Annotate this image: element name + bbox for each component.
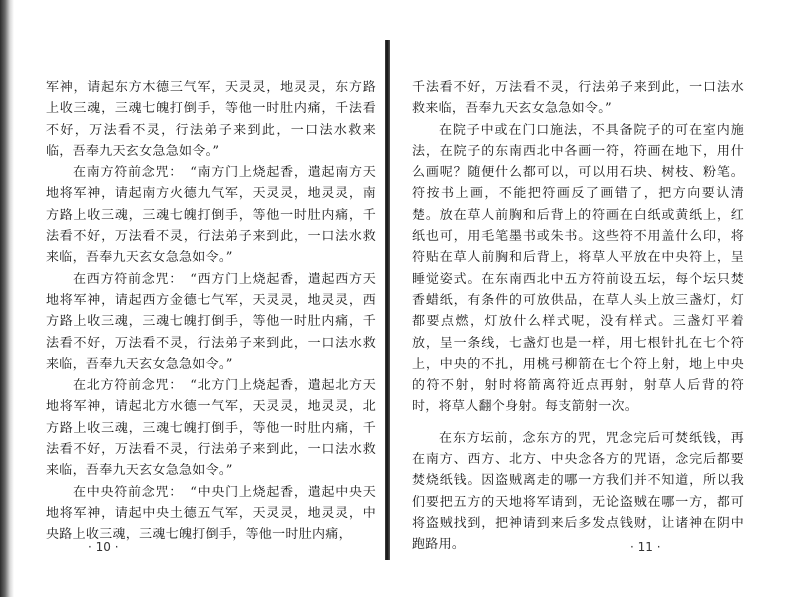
paragraph: 在北方符前念咒： “北方门上烧起香，遣起北方天地将军神，请起北方水德一气军，天灵灵，地灵灵，北方路上收三魂，三魂七魄打倒手，等他一时肚内痛，千法看不好，万法看不灵，行法弟子来到此，一口法水救来临，吾奉九天玄女急急如令。” — [46, 378, 376, 479]
right-page-text — [412, 77, 744, 556]
paragraph-gap — [412, 418, 744, 428]
page-number: · 10 · — [88, 540, 119, 554]
paragraph: 在院子中或在门口施法，不具备院子的可在室内施法，在院子的东南西北中各画一符，符画在地下，用什么画呢？随便什么都可以，可以用石块、树枝、粉笔。符按书上画，不能把符画反了画错了，把方向要认清楚。放在草人前胸和后背上的符画在白纸或黄纸上，红纸也可，用毛笔墨书或朱书。这些符不用盖什么印，将符贴在草人前胸和后背上，将草人平放在中央符上，呈睡觉姿式。在东南西北中五方符前设五坛，每个坛只焚香蜡纸，有条件的可放供品，在草人头上放三盏灯，灯都要点燃，灯放什么样式呢，没有样式。三盏灯平着放，呈一条线，七盏灯也是一样，用七根针扎在七个符上，中央的不扎，用桃弓柳箭在七个符上射，地上中央的符不射，射时将箭离符近点再射，射草人后背的符时，将草人翻个身射。每支箭射一次。 — [412, 122, 744, 415]
paragraph: 在南方符前念咒： “南方门上烧起香，遣起南方天地将军神，请起南方火德九气军，天灵灵，地灵灵，南方路上收三魂，三魂七魄打倒手，等他一时肚内痛，千法看不好，万法看不灵，行法弟子来到此，一口法水救来临，吾奉九天玄女急急如令。” — [46, 165, 376, 266]
paragraph: 在中央符前念咒： “中央门上烧起香，遣起中央天地将军神，请起中央土德五气军，天灵灵，地灵灵，中央路上收三魂，三魂七魄打倒手，等他一时肚内痛， — [46, 484, 376, 543]
left-page-text — [46, 77, 376, 546]
paragraph: 在东方坛前，念东方的咒，咒念完后可焚纸钱，再在南方、西方、北方、中央念各方的咒语，念完后都要焚烧纸钱。因盗贼离走的哪一方我们并不知道，所以我们要把五方的天地将军请到，无论盗贼在哪一方，都可将盗贼找到，把神请到来后多发点钱财，让诸神在阴中跑路用。 — [412, 430, 744, 553]
paragraph: 千法看不好，万法看不灵，行法弟子来到此，一口法水救来临，吾奉九天玄女急急如令。” — [412, 80, 744, 117]
scan-shadow-edge — [0, 0, 14, 597]
page-number: · 11 · — [630, 540, 661, 554]
paragraph: 在西方符前念咒： “西方门上烧起香，遣起西方天地将军神，请起西方金德七气军，天灵灵，地灵灵，西方路上收三魂，三魂七魄打倒手，等他一时肚内痛，千法看不好，万法看不灵，行法弟子来到此，一口法水救来临，吾奉九天玄女急急如令。” — [46, 271, 376, 372]
book-gutter — [385, 40, 390, 560]
paragraph: 军神，请起东方木德三气军，天灵灵，地灵灵，东方路上收三魂，三魂七魄打倒手，等他一时肚内痛，千法看不好，万法看不灵，行法弟子来到此，一口法水救来临，吾奉九天玄女急急如令。” — [46, 80, 376, 159]
